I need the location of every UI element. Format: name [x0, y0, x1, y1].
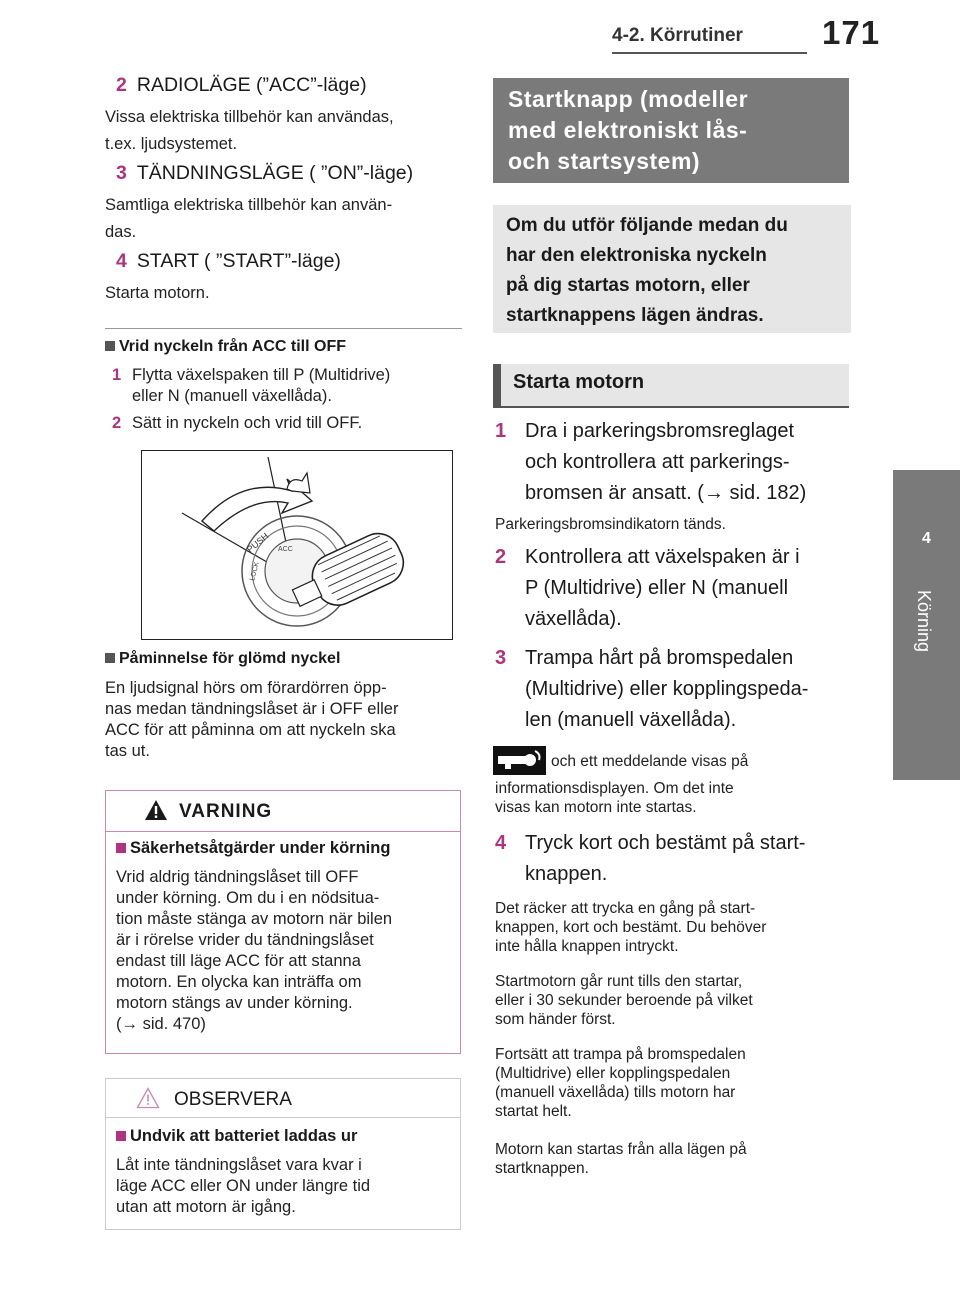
key-illustration	[142, 451, 451, 638]
item-text	[132, 365, 390, 407]
step-2-desc	[105, 104, 394, 158]
step-number: 2	[495, 546, 507, 568]
page-reference[interactable]: (→ sid. 470)	[116, 1015, 206, 1033]
step-3-desc	[105, 192, 392, 246]
text-line: har den elektroniska nyckeln	[506, 245, 767, 266]
step-line: och kontrollera att parkerings-	[525, 451, 790, 473]
lock-label: LOCK	[249, 561, 261, 582]
title-line: med elektroniskt lås-	[508, 117, 748, 143]
item-number: 2	[112, 414, 122, 432]
step-4-heading	[116, 250, 341, 273]
text-line: Motorn kan startas från alla lägen på	[495, 1141, 747, 1158]
step-text	[525, 828, 805, 890]
text-line: motorn. En olycka kan inträffa om	[116, 973, 362, 991]
section-heading	[493, 364, 849, 408]
step-3-note-rest	[495, 779, 855, 817]
heading-text: Vrid nyckeln från ACC till OFF	[119, 338, 346, 355]
header-rule	[612, 52, 807, 54]
notice-text	[116, 1155, 456, 1218]
text-line: motorn stängs av under körning.	[116, 994, 353, 1012]
item-number: 1	[112, 366, 122, 384]
text-line: läge ACC eller ON under längre tid	[116, 1177, 371, 1195]
step-4-note-3	[495, 1045, 855, 1121]
step-line: P (Multidrive) eller N (manuell	[525, 577, 789, 599]
step-number: 1	[495, 420, 507, 442]
step-line: len (manuell växellåda).	[525, 709, 737, 731]
text-line: utan att motorn är igång.	[116, 1198, 296, 1216]
intro-box	[493, 205, 851, 333]
step-3-note-line-1: och ett meddelande visas på	[551, 753, 749, 770]
section-heading-text: Starta motorn	[513, 371, 645, 393]
chapter-number: 4	[922, 530, 931, 547]
section-title: 4-2. Körrutiner	[612, 25, 743, 46]
step-number: 4	[495, 832, 507, 854]
step-4-note-4	[495, 1140, 855, 1178]
square-bullet-icon	[105, 341, 115, 351]
key-indicator-icon	[493, 746, 546, 775]
desc-line: t.ex. ljudsystemet.	[105, 135, 238, 153]
warning-title: VARNING	[179, 801, 273, 822]
text-line: ACC för att påminna om att nyckeln ska	[105, 721, 396, 739]
step-number: 4	[116, 250, 127, 272]
text-line: startknappens lägen ändras.	[506, 305, 764, 326]
step-title: RADIOLÄGE (”ACC”-läge)	[136, 74, 367, 96]
title-line: och startsystem)	[508, 148, 701, 174]
turn-off-item-1	[112, 365, 457, 407]
step-text	[525, 542, 800, 635]
text-line: eller i 30 sekunder beroende på vilket	[495, 992, 753, 1009]
reminder-heading	[105, 650, 340, 668]
start-button-banner	[493, 78, 849, 183]
step-line: Trampa hårt på bromspedalen	[525, 647, 794, 669]
text-line: tas ut.	[105, 742, 150, 760]
subheading-text: Säkerhetsåtgärder under körning	[130, 839, 391, 857]
text-line: En ljudsignal hörs om förardörren öpp-	[105, 679, 387, 697]
text-line: Det räcker att trycka en gång på start-	[495, 900, 756, 917]
step-line: Kontrollera att växelspaken är i	[525, 546, 800, 568]
start-step-2	[495, 542, 855, 637]
step-text	[525, 643, 808, 736]
banner-title	[508, 84, 838, 177]
notice-box	[105, 1078, 461, 1230]
warning-triangle-icon	[144, 799, 168, 821]
step-title: TÄNDNINGSLÄGE ( ”ON”-läge)	[136, 162, 414, 184]
text-line: nas medan tändningslåset är i OFF eller	[105, 700, 399, 718]
text-line: (Multidrive) eller kopplingspedalen	[495, 1065, 731, 1082]
step-line: knappen.	[525, 863, 608, 885]
text-line: startat helt.	[495, 1103, 572, 1120]
start-step-4	[495, 828, 855, 890]
desc-line: das.	[105, 223, 137, 241]
warning-header	[106, 791, 460, 832]
text-line: startknappen.	[495, 1160, 589, 1177]
notice-subheading	[116, 1127, 357, 1146]
text-line: Fortsätt att trampa på bromspedalen	[495, 1046, 746, 1063]
step-number: 3	[116, 162, 127, 184]
step-number: 3	[495, 647, 507, 669]
step-line: växellåda).	[525, 608, 622, 630]
step-line: bromsen är ansatt. (→ sid. 182)	[525, 482, 807, 504]
start-step-1	[495, 416, 855, 511]
desc-line: Samtliga elektriska tillbehör kan använ-	[105, 196, 393, 214]
text-line: på dig startas motorn, eller	[506, 275, 750, 296]
chapter-label: Körning	[914, 590, 934, 653]
text-line: Vrid aldrig tändningslåset till OFF	[116, 868, 359, 886]
step-1-note: Parkeringsbromsindikatorn tänds.	[495, 516, 726, 533]
step-text	[525, 416, 806, 509]
step-number: 2	[116, 74, 127, 96]
divider	[105, 328, 462, 329]
text-line: tion måste stänga av motorn när bilen	[116, 910, 393, 928]
step-4-note-1	[495, 899, 855, 956]
text-line: endast till läge ACC för att stanna	[116, 952, 361, 970]
start-step-3	[495, 643, 855, 738]
warning-text	[116, 867, 456, 1035]
text-line: Låt inte tändningslåset vara kvar i	[116, 1156, 362, 1174]
turn-off-heading	[105, 338, 346, 356]
text-line: knappen, kort och bestämt. Du behöver	[495, 919, 767, 936]
text-line: är i rörelse vrider du tändningslåset	[116, 931, 374, 949]
item-line: Flytta växelspaken till P (Multidrive)	[132, 366, 391, 384]
step-title: START ( ”START”-läge)	[136, 250, 341, 272]
subheading-text: Undvik att batteriet laddas ur	[130, 1127, 358, 1145]
chapter-tab[interactable]	[893, 470, 960, 780]
notice-header	[106, 1079, 460, 1118]
intro-text	[506, 211, 838, 331]
step-line: Dra i parkeringsbromsreglaget	[525, 420, 795, 442]
turn-off-item-2	[112, 413, 457, 435]
text-line: (manuell växellåda) tills motorn har	[495, 1084, 736, 1101]
step-line: Tryck kort och bestämt på start-	[525, 832, 806, 854]
text-line: som händer först.	[495, 1011, 616, 1028]
desc-line: Vissa elektriska tillbehör kan användas,	[105, 108, 394, 126]
page-number: 171	[822, 14, 881, 51]
reminder-text	[105, 678, 465, 762]
warning-subheading	[116, 839, 390, 858]
title-line: Startknapp (modeller	[508, 86, 749, 112]
item-text: Sätt in nyckeln och vrid till OFF.	[132, 414, 363, 432]
text-line: informationsdisplayen. Om det inte	[495, 780, 734, 797]
push-label: PUSH	[244, 530, 271, 555]
text-line: Startmotorn går runt tills den startar,	[495, 973, 743, 990]
ignition-key-figure	[141, 450, 453, 640]
item-line: eller N (manuell växellåda).	[132, 387, 332, 405]
square-bullet-icon	[116, 1131, 126, 1141]
heading-text: Påminnelse för glömd nyckel	[119, 650, 341, 667]
push-arrow-icon	[287, 473, 310, 493]
step-line: (Multidrive) eller kopplingspeda-	[525, 678, 809, 700]
square-bullet-icon	[105, 653, 115, 663]
text-line: under körning. Om du i en nödsitua-	[116, 889, 380, 907]
square-bullet-icon	[116, 843, 126, 853]
text-line: visas kan motorn inte startas.	[495, 799, 697, 816]
text-line: Om du utför följande medan du	[506, 215, 788, 236]
caution-triangle-icon	[136, 1087, 160, 1109]
text-line: inte hålla knappen intryckt.	[495, 938, 679, 955]
warning-box	[105, 790, 461, 1054]
step-3-heading	[116, 162, 413, 185]
step-2-heading	[116, 74, 367, 97]
step-4-desc: Starta motorn.	[105, 284, 210, 302]
step-4-note-2	[495, 972, 855, 1029]
acc-label: ACC	[278, 546, 293, 553]
notice-title: OBSERVERA	[174, 1089, 292, 1110]
